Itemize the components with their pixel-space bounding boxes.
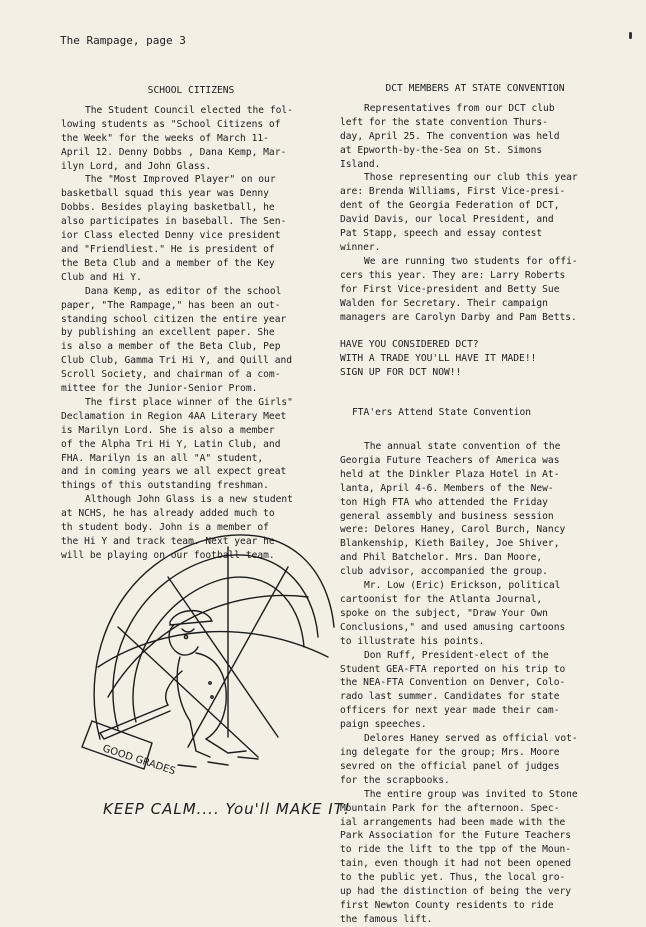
article-paragraph: Don Ruff, President-elect of the Student GEA-FTA reported on his trip to the NEA-FTA Convention on Denver, Colo- rado last summer. Candidates for state officers for next year made their cam- paign speeches. [340, 649, 566, 731]
fta-heading: FTA'ers Attend State Convention [352, 407, 532, 419]
article-paragraph: Dana Kemp, as editor of the school paper, "The Rampage," has been an out- standing school citizen the entire year by publishing an excellent paper. She is also a member of the Beta Club, Pep Club Club, Gamma Tri Hi Y, and Quill and Scroll Society, and chairman of a com- mittee for the Junior-Senior Prom. [61, 285, 293, 395]
school-citizens-heading: SCHOOL CITIZENS [147, 85, 235, 96]
article-paragraph: The first place winner of the Girls" Declamation in Region 4AA Literary Meet is Marilyn Lord. She is also a member of the Alpha Tri Hi Y, Latin Club, and FHA. Marilyn is an all "A" student, and in coming years we all expect great things of this outstanding freshman. [61, 396, 293, 492]
convention-column [340, 82, 610, 927]
article-paragraph: We are running two students for offi- cers this year. They are: Larry Roberts for First Vice-president and Betty Sue Walden for Secretary. Their campaign managers are Carolyn Darby and Pam Betts. [340, 255, 578, 323]
article-paragraph: Although John Glass is a new student at NCHS, he has already added much to th student body. John is a member of the Hi Y and track team. Next year he will be playing on our football team. [61, 494, 293, 561]
article-paragraph: Delores Haney served as official vot- ing delegate for the group; Mrs. Moore sevred on the official panel of judges for the scrapbooks. [340, 733, 578, 786]
sign-text: GOOD GRADES [101, 743, 177, 778]
article-paragraph: The "Most Improved Player" on our basketball squad this year was Denny Dobbs. Besides playing basketball, he also participates in baseball. The Sen- ior Class elected Denny vice president and "Friendliest." He is president of the Beta Club and a member of the Key Club and Hi Y. [61, 174, 287, 283]
article-paragraph: Those representing our club this year are: Brenda Williams, First Vice-presi- dent of the Georgia Federation of DCT, David Davis, our local President, and Pat Stapp, speech and essay contest winner. [340, 172, 578, 253]
dct-heading: DCT MEMBERS AT STATE CONVENTION [385, 83, 565, 94]
page-header: The Rampage, page 3 [60, 34, 186, 47]
cartoon-caption: KEEP CALM.... You'll MAKE IT! [103, 800, 351, 818]
dct-ad-line: HAVE YOU CONSIDERED DCT? [340, 339, 479, 351]
cartoon-illustration [78, 507, 340, 785]
article-paragraph: The entire group was invited to Stone Mountain Park for the afternoon. Spec- ial arrangements had been made with the Park Association for the Future Teachers to ride the lift to the tpp of the Moun- tain, even though it had not been opened to the public yet. Thus, the local gro- up had the distinction of being the very first Newton County residents to ride the famous lift. [340, 788, 578, 925]
article-paragraph: Representatives from our DCT club left for the state convention Thurs- day, April 25. The convention was held at Epworth-by-the-Sea on St. Simons Island. [340, 102, 560, 170]
article-paragraph: The Student Council elected the fol- lowing students as "School Citizens of the Week" for the weeks of March 11- April 12. Denny Dobbs , Dana Kemp, Mar- ilyn Lord, and John Glass. [61, 104, 293, 172]
school-citizens-column [61, 84, 321, 563]
dct-ad-line: SIGN UP FOR DCT NOW!! [340, 367, 462, 379]
edge-mark [629, 32, 632, 39]
article-paragraph: Mr. Low (Eric) Erickson, political cartoonist for the Atlanta Journal, spoke on the subject, "Draw Your Own Conclusions," and used amusing cartoons to illustrate his points. [340, 580, 566, 647]
article-paragraph: The annual state convention of the Georgia Future Teachers of America was held at the Dinkler Plaza Hotel in At- lanta, April 4-6. Members of the New- ton High FTA who attended the Friday general assembly and business session were: Delores Haney, Carol Burch, Nancy Blankenship, Kieth Bailey, Joe Shiver, and Phil Batchelor. Mrs. Dan Moore, club advisor, accompanied the group. [340, 441, 566, 578]
dct-ad-line: WITH A TRADE YOU'LL HAVE IT MADE!! [340, 353, 537, 365]
